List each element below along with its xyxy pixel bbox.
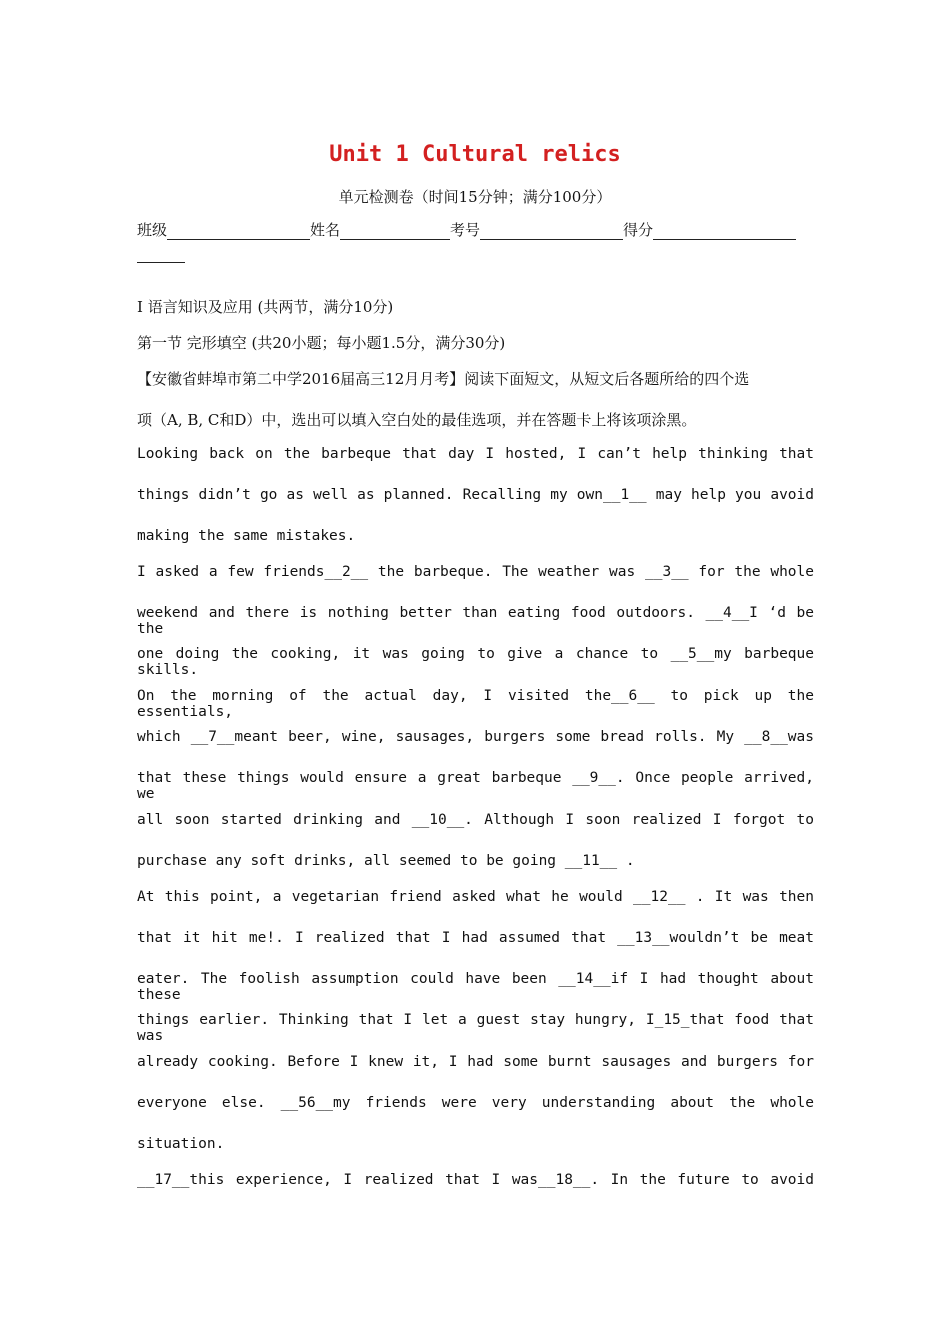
document-title: Unit 1 Cultural relics <box>329 142 621 167</box>
passage-line: eater. The foolish assumption could have been __14__if I had thought about these <box>137 971 814 1003</box>
score-label: 得分 <box>623 221 654 239</box>
exam-no-blank <box>480 222 623 240</box>
passage-line: already cooking. Before I knew it, I had some burnt sausages and burgers for <box>137 1054 814 1070</box>
instructions-line-2: 项（A, B, C和D）中，选出可以填入空白处的最佳选项，并在答题卡上将该项涂黑。 <box>137 411 697 429</box>
passage-line: that these things would ensure a great barbeque __9__. Once people arrived, we <box>137 770 814 802</box>
passage-line: making the same mistakes. <box>137 528 356 544</box>
passage-line: things earlier. Thinking that I let a guest stay hungry, I_15_that food that was <box>137 1012 814 1044</box>
section-part-heading: 第一节 完形填空 (共20小题；每小题1.5分，满分30分) <box>137 334 506 352</box>
passage-line: all soon started drinking and __10__. Although I soon realized I forgot to <box>137 812 814 828</box>
score-blank-continued <box>137 262 185 263</box>
passage-line: weekend and there is nothing better than eating food outdoors. __4__I ‘d be the <box>137 605 814 637</box>
name-blank <box>340 222 450 240</box>
passage-line: Looking back on the barbeque that day I hosted, I can’t help thinking that <box>137 446 814 462</box>
passage-line: everyone else. __56__my friends were very understanding about the whole <box>137 1095 814 1111</box>
passage-line: which __7__meant beer, wine, sausages, burgers some bread rolls. My __8__was <box>137 729 814 745</box>
instructions-line-1: 【安徽省蚌埠市第二中学2016届高三12月月考】阅读下面短文，从短文后各题所给的四个选 <box>137 370 750 388</box>
name-label: 姓名 <box>310 221 341 239</box>
passage-line: On the morning of the actual day, I visited the__6__ to pick up the essentials, <box>137 688 814 720</box>
passage-line: things didn’t go as well as planned. Recalling my own__1__ may help you avoid <box>137 487 814 503</box>
exam-no-label: 考号 <box>450 221 481 239</box>
passage-line: situation. <box>137 1136 225 1152</box>
passage-line: I asked a few friends__2__ the barbeque. The weather was __3__ for the whole <box>137 564 814 580</box>
student-info-line <box>137 219 817 240</box>
passage-line: At this point, a vegetarian friend asked what he would __12__ . It was then <box>137 889 814 905</box>
class-blank <box>167 222 310 240</box>
score-blank <box>653 222 796 240</box>
passage-line: that it hit me!. I realized that I had assumed that __13__wouldn’t be meat <box>137 930 814 946</box>
class-label: 班级 <box>137 221 168 239</box>
section-heading: I 语言知识及应用 (共两节，满分10分) <box>137 298 394 316</box>
passage-line: __17__this experience, I realized that I was__18__. In the future to avoid <box>137 1172 814 1188</box>
passage-line: purchase any soft drinks, all seemed to be going __11__ . <box>137 853 635 869</box>
document-subtitle: 单元检测卷（时间15分钟；满分100分） <box>338 188 612 206</box>
passage-line: one doing the cooking, it was going to give a chance to __5__my barbeque skills. <box>137 646 814 678</box>
